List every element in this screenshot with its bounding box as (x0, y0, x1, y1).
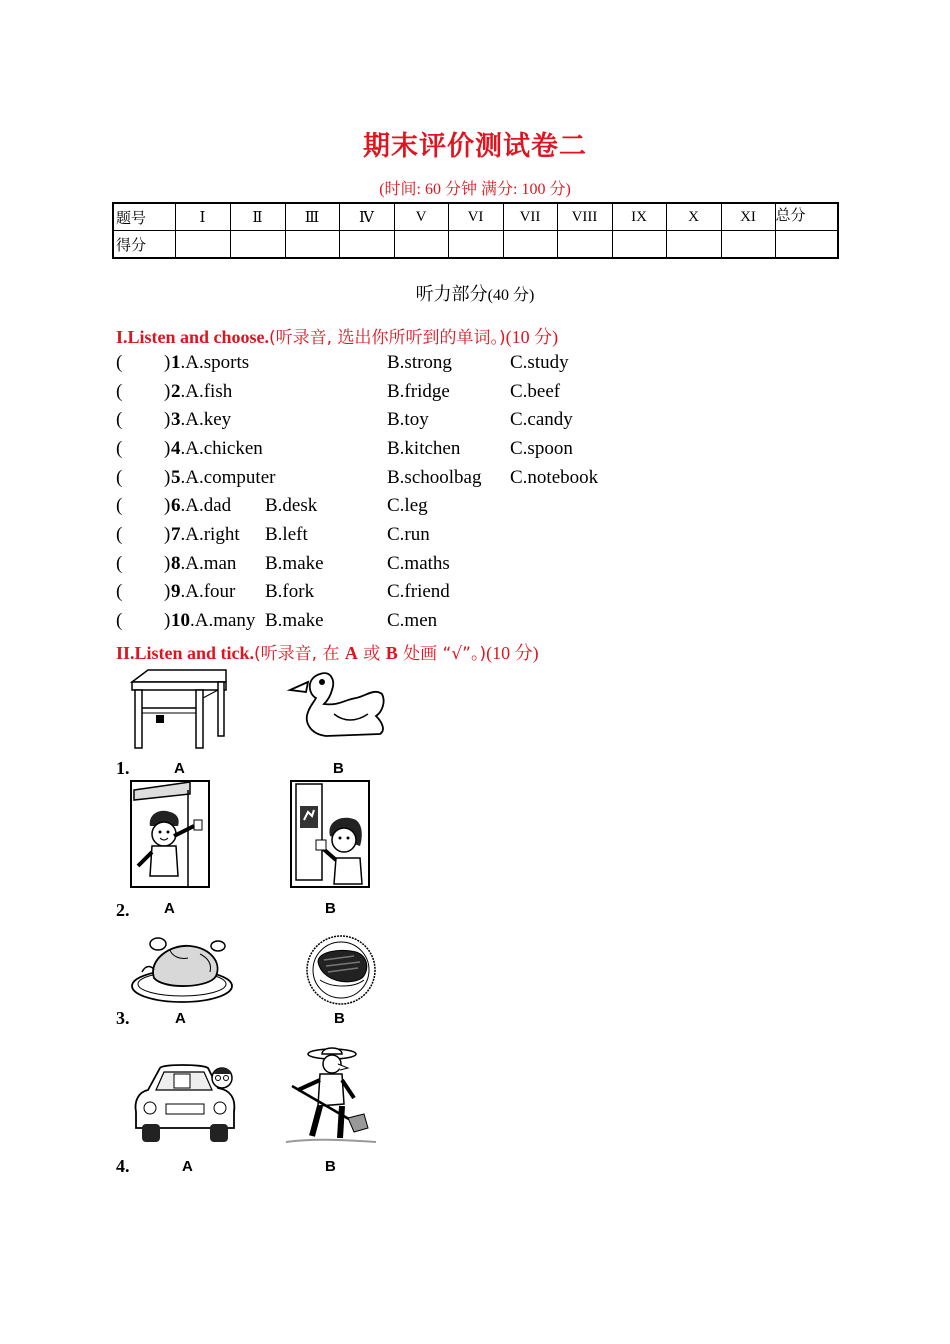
picture-label-a: A (174, 760, 185, 777)
score-cell[interactable] (394, 231, 448, 259)
option-c: C.leg (387, 495, 428, 516)
column-header: IX (612, 203, 666, 231)
score-table-score-row (113, 231, 838, 259)
option-b: B.desk (265, 495, 318, 516)
column-header: VI (448, 203, 503, 231)
part2-instruction-mid: 或 (357, 644, 386, 664)
score-table (112, 202, 839, 259)
answer-blank[interactable]: ( (116, 610, 123, 631)
part2-points: (10 分) (486, 643, 539, 663)
question-text (171, 438, 263, 460)
question-text (171, 467, 275, 489)
question-number: 1 (171, 352, 181, 373)
option-c: C.study (510, 352, 569, 373)
score-cell[interactable] (775, 231, 838, 259)
option-b: B.make (265, 553, 324, 574)
answer-blank[interactable]: ( (116, 409, 123, 430)
picture-label-b: B (334, 1010, 345, 1027)
answer-blank[interactable]: ( (116, 467, 123, 488)
score-cell[interactable] (285, 231, 339, 259)
option-b: B.kitchen (387, 438, 461, 459)
score-label: 得分 (113, 231, 175, 259)
answer-blank-close: ) (164, 381, 171, 402)
answer-blank[interactable]: ( (116, 524, 123, 545)
question-number: 7 (171, 524, 181, 545)
answer-blank[interactable]: ( (116, 495, 123, 516)
score-cell[interactable] (175, 231, 230, 259)
part1-points: (10 分) (505, 327, 559, 347)
option-b: B.left (265, 524, 308, 545)
part2-heading (116, 639, 539, 665)
question-number: 4 (171, 438, 181, 459)
part2-title: Listen and tick. (134, 643, 255, 663)
column-header: X (666, 203, 721, 231)
exam-info: (时间: 60 分钟 满分: 100 分) (379, 181, 571, 198)
part1-number: I. (116, 327, 128, 347)
farmer-digging-picture[interactable] (284, 1044, 378, 1148)
answer-blank-close: ) (164, 610, 171, 631)
picture-label-b: B (325, 1158, 336, 1175)
part2-number: II. (116, 643, 135, 663)
option-c: C.candy (510, 409, 573, 430)
answer-blank-close: ) (164, 553, 171, 574)
option-c: C.notebook (510, 467, 599, 488)
column-header: Ⅲ (285, 203, 339, 231)
picture-label-a: A (164, 900, 175, 917)
answer-blank[interactable]: ( (116, 438, 123, 459)
answer-blank-close: ) (164, 438, 171, 459)
option-b: B.make (265, 610, 324, 631)
answer-blank[interactable]: ( (116, 352, 123, 373)
option-a: .A.sports (180, 352, 250, 373)
score-cell[interactable] (666, 231, 721, 259)
picture-label-b: B (333, 760, 344, 777)
question-text (171, 524, 240, 546)
question-text (171, 381, 232, 403)
boy-light-switch-picture[interactable] (130, 780, 210, 888)
answer-blank-close: ) (164, 467, 171, 488)
option-c: C.run (387, 524, 430, 545)
score-cell[interactable] (230, 231, 285, 259)
score-cell[interactable] (339, 231, 394, 259)
question-text (171, 553, 236, 575)
option-a: .A.fish (180, 381, 233, 402)
picture-number: 3. (116, 1008, 130, 1028)
question-text (171, 352, 249, 374)
option-b: B.fork (265, 581, 315, 602)
car-driver-picture[interactable] (130, 1062, 246, 1146)
option-b: B.strong (387, 352, 452, 373)
part1-title: Listen and choose. (127, 327, 270, 347)
question-text (171, 495, 231, 517)
section-heading (0, 280, 950, 306)
answer-blank[interactable]: ( (116, 581, 123, 602)
column-header: XI (721, 203, 775, 231)
picture-label-a: A (175, 1010, 186, 1027)
column-header: VII (503, 203, 557, 231)
option-b: B.fridge (387, 381, 450, 402)
question-text (171, 581, 235, 603)
option-a: .A.four (180, 581, 236, 602)
option-c: C.friend (387, 581, 450, 602)
picture-number: 4. (116, 1156, 130, 1176)
duck-picture[interactable] (286, 668, 390, 742)
question-text (171, 409, 231, 431)
total-label: 总分 (775, 203, 838, 231)
section-name: 听力部分 (415, 284, 488, 305)
option-a: .A.right (180, 524, 240, 545)
picture-label-a: A (182, 1158, 193, 1175)
question-number: 9 (171, 581, 181, 602)
answer-blank-close: ) (164, 409, 171, 430)
option-a: .A.man (180, 553, 237, 574)
page-title: 期末评价测试卷二 (363, 131, 587, 162)
score-table-header-row (113, 203, 838, 231)
option-c: C.maths (387, 553, 450, 574)
column-header: V (394, 203, 448, 231)
part2-instruction-post: 处画 “√”。) (397, 644, 487, 664)
question-number: 10 (171, 610, 190, 631)
answer-blank-close: ) (164, 495, 171, 516)
steak-plate-picture[interactable] (304, 934, 378, 1006)
option-a: .A.computer (180, 467, 276, 488)
question-text (171, 610, 255, 632)
roast-chicken-picture[interactable] (130, 934, 234, 1006)
score-cell[interactable] (557, 231, 612, 259)
part2-option-b: B (385, 643, 398, 663)
option-b: B.schoolbag (387, 467, 482, 488)
picture-label-b: B (325, 900, 336, 917)
column-header: Ⅱ (230, 203, 285, 231)
part2-instruction-pre: (听录音, 在 (254, 644, 345, 664)
option-c: C.spoon (510, 438, 573, 459)
question-number: 5 (171, 467, 181, 488)
desk-picture[interactable] (130, 668, 230, 750)
question-number: 2 (171, 381, 181, 402)
part1-instruction: (听录音, 选出你所听到的单词。) (269, 328, 506, 348)
score-cell[interactable] (448, 231, 503, 259)
column-header: VIII (557, 203, 612, 231)
section-points: (40 分) (487, 287, 535, 304)
picture-number: 2. (116, 900, 130, 920)
question-number: 3 (171, 409, 181, 430)
score-cell[interactable] (612, 231, 666, 259)
option-a: .A.chicken (180, 438, 263, 459)
picture-number: 1. (116, 758, 130, 778)
option-c: C.beef (510, 381, 561, 402)
column-header: Ⅰ (175, 203, 230, 231)
answer-blank-close: ) (164, 581, 171, 602)
question-number-label: 题号 (113, 203, 175, 231)
option-a: .A.many (190, 610, 256, 631)
answer-blank[interactable]: ( (116, 553, 123, 574)
option-a: .A.key (180, 409, 232, 430)
question-number: 8 (171, 553, 181, 574)
part2-option-a: A (344, 643, 358, 663)
girl-door-picture[interactable] (290, 780, 370, 888)
option-c: C.men (387, 610, 438, 631)
score-cell[interactable] (721, 231, 775, 259)
answer-blank[interactable]: ( (116, 381, 123, 402)
part1-heading (116, 323, 558, 349)
option-b: B.toy (387, 409, 429, 430)
answer-blank-close: ) (164, 524, 171, 545)
score-cell[interactable] (503, 231, 557, 259)
answer-blank-close: ) (164, 352, 171, 373)
question-number: 6 (171, 495, 181, 516)
column-header: Ⅳ (339, 203, 394, 231)
option-a: .A.dad (180, 495, 232, 516)
